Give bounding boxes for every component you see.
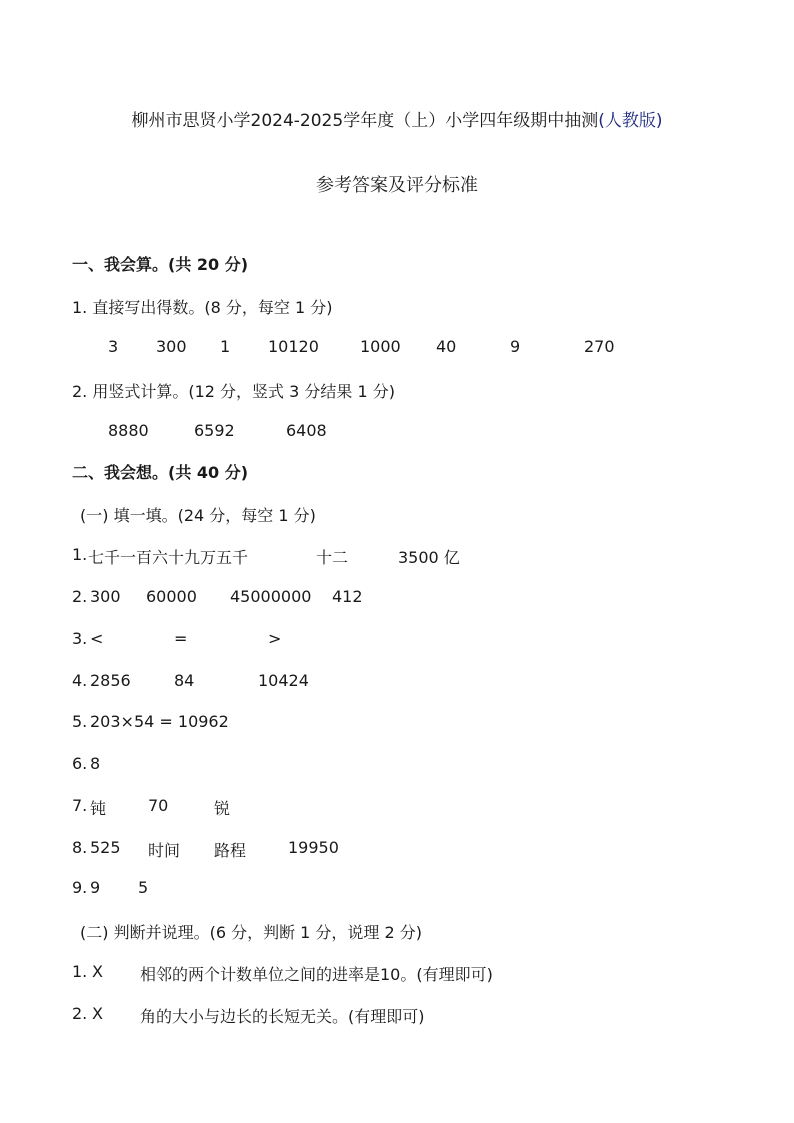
reason-text: 相邻的两个计数单位之间的进率是10。(有理即可): [140, 965, 493, 984]
answer: <: [90, 629, 104, 648]
title-version: (人教版): [598, 111, 663, 131]
answer: 525: [90, 838, 121, 857]
answer: 1000: [360, 337, 401, 356]
document-title: [0, 106, 794, 131]
item-number: 3.: [72, 629, 88, 648]
document-subtitle: 参考答案及评分标准: [316, 175, 478, 196]
answer: 6592: [194, 421, 235, 440]
answer: 19950: [288, 838, 339, 857]
answer: 8: [90, 754, 101, 773]
answer: 3500 亿: [398, 548, 460, 567]
answer: >: [268, 629, 282, 648]
answer: 9: [90, 878, 101, 897]
judgement-mark: X: [92, 962, 103, 981]
answer: 45000000: [230, 587, 312, 606]
s2-part2-label: (二) 判断并说理。(6 分，判断 1 分，说理 2 分): [80, 923, 423, 942]
s1-q2-label: 2. 用竖式计算。(12 分，竖式 3 分结果 1 分): [72, 382, 395, 401]
item-number: 6.: [72, 754, 88, 773]
answer: 270: [584, 337, 615, 356]
s2-part1-label: (一) 填一填。(24 分，每空 1 分): [80, 506, 316, 525]
item-number: 4.: [72, 671, 88, 690]
answer: 40: [436, 337, 457, 356]
answer: 6408: [286, 421, 327, 440]
answer: 时间: [148, 841, 181, 860]
answer: 钝: [90, 799, 107, 818]
answer: 十二: [316, 548, 349, 567]
answer: 10424: [258, 671, 309, 690]
s1-q1-label: 1. 直接写出得数。(8 分，每空 1 分): [72, 298, 333, 317]
item-number: 7.: [72, 796, 88, 815]
item-number: 2.: [72, 1004, 88, 1023]
answer: 412: [332, 587, 363, 606]
item-number: 1.: [72, 962, 88, 981]
item-number: 1.: [72, 545, 88, 564]
answer: 8880: [108, 421, 149, 440]
answer: 300: [90, 587, 121, 606]
answer: 1: [220, 337, 231, 356]
reason-text: 角的大小与边长的长短无关。(有理即可): [140, 1007, 425, 1026]
answer: 10120: [268, 337, 319, 356]
answer: 300: [156, 337, 187, 356]
answer: 60000: [146, 587, 197, 606]
answer: 70: [148, 796, 169, 815]
section2-heading: 二、我会想。(共 40 分): [72, 463, 249, 482]
item-number: 2.: [72, 587, 88, 606]
answer: 84: [174, 671, 195, 690]
item-number: 9.: [72, 878, 88, 897]
answer: 路程: [214, 841, 247, 860]
answer: 2856: [90, 671, 131, 690]
item-number: 5.: [72, 712, 88, 731]
answer: 5: [138, 878, 149, 897]
answer: 9: [510, 337, 521, 356]
answer: 锐: [214, 799, 231, 818]
item-number: 8.: [72, 838, 88, 857]
section1-heading: 一、我会算。(共 20 分): [72, 255, 249, 274]
answer: 3: [108, 337, 119, 356]
answer: 203×54 = 10962: [90, 712, 229, 731]
title-main: 柳州市思贤小学2024-2025学年度（上）小学四年级期中抽测: [131, 111, 599, 131]
answer: 七千一百六十九万五千: [88, 548, 249, 567]
answer: =: [174, 629, 188, 648]
judgement-mark: X: [92, 1004, 103, 1023]
